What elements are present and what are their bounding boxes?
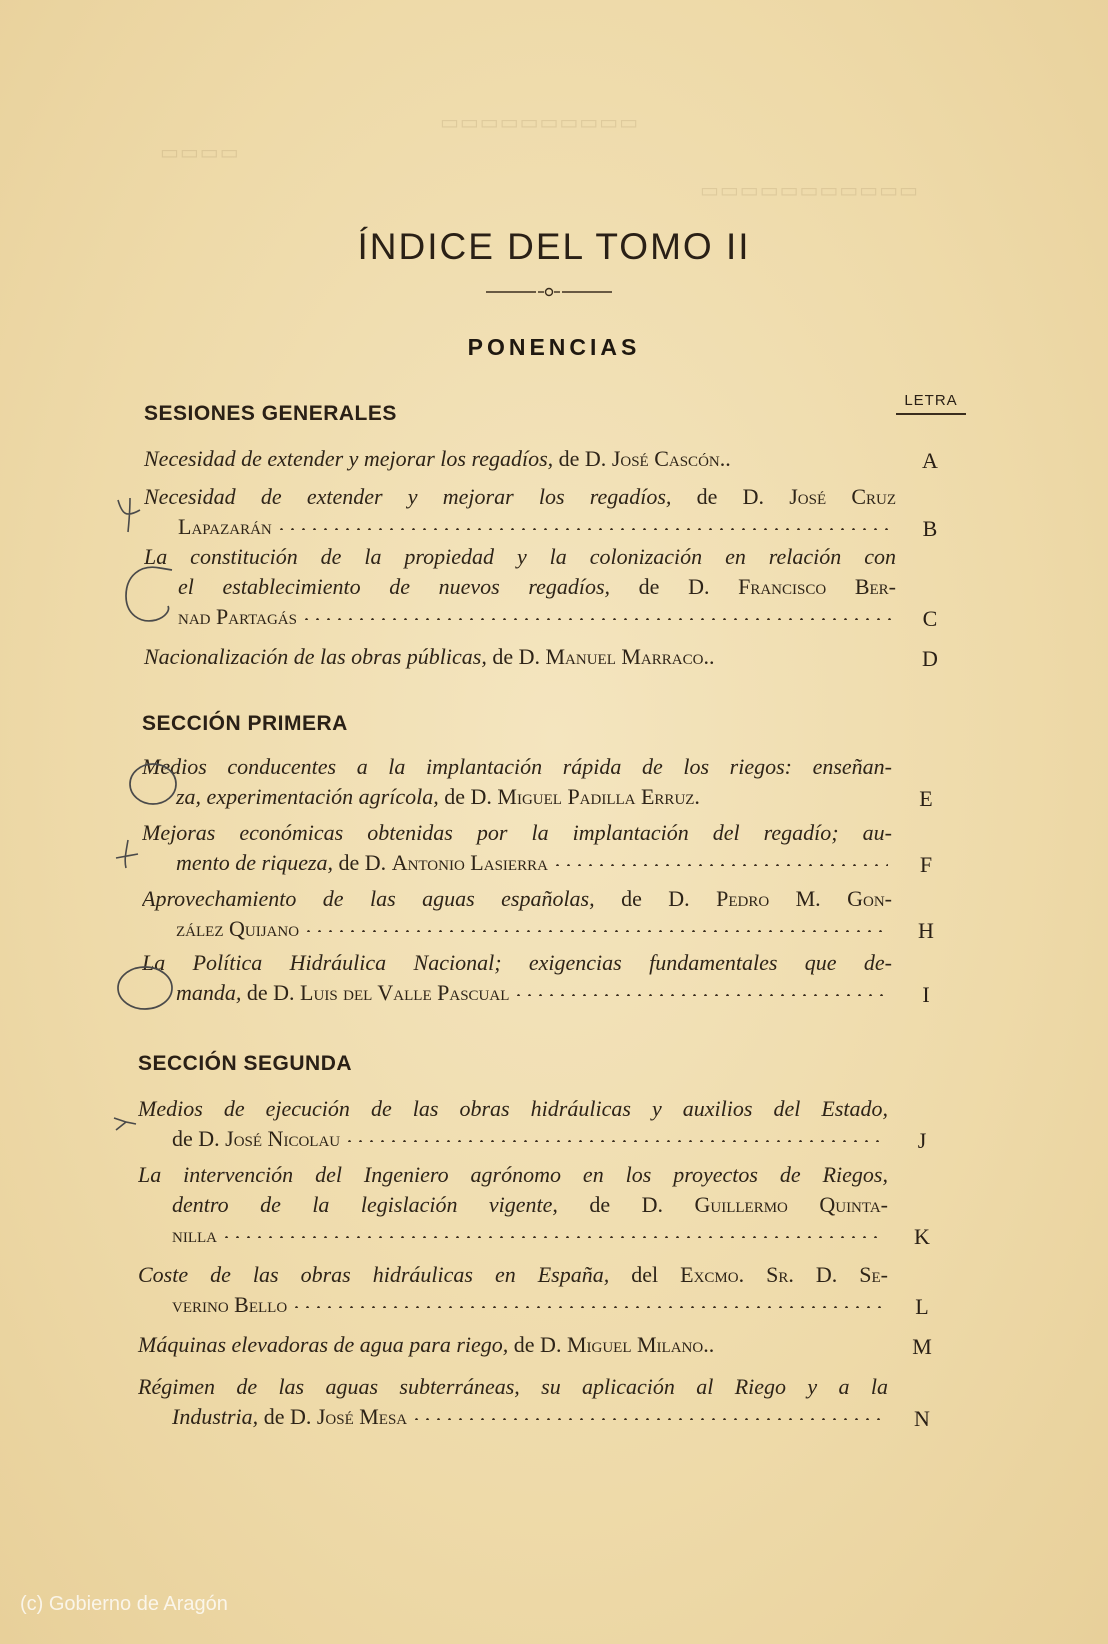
section-title: SECCIÓN SEGUNDA — [138, 1052, 353, 1075]
entry-connector: de D. — [508, 1332, 567, 1357]
bleed-through: ▭▭▭▭▭▭▭▭▭▭ — [440, 112, 639, 134]
entry-letter: L — [915, 1294, 929, 1319]
entry-line — [138, 1094, 888, 1124]
entry-text — [138, 1332, 714, 1357]
entry-title: Aprovechamiento de las aguas españolas, — [142, 886, 595, 911]
entry-author: nilla — [172, 1222, 217, 1247]
entry-connector: de D. — [333, 850, 392, 875]
pencil-annotation-mark — [110, 1112, 140, 1136]
entry-author: zález Quijano — [176, 916, 300, 941]
entry-line — [138, 1160, 888, 1190]
entry-title: La constitución de la propiedad y la colonización en relación con — [144, 544, 896, 569]
entry-letter: N — [914, 1406, 930, 1431]
entry-text — [138, 1262, 888, 1287]
entry-author: José Nicolau — [225, 1126, 341, 1151]
entry-text — [138, 1162, 888, 1187]
entry-line — [138, 1372, 888, 1402]
entry-text — [138, 1096, 888, 1121]
entry-line — [138, 1402, 888, 1432]
dot-leader — [291, 1306, 884, 1308]
entry-text — [142, 754, 892, 779]
entry-author: Excmo. Sr. D. Se- — [680, 1262, 888, 1287]
entry-text — [176, 784, 700, 809]
entry-line — [138, 1290, 888, 1320]
entry-title: Régimen de las aguas subterráneas, su aplicación al Riego y a la — [138, 1374, 888, 1399]
entry-connector: de D. — [172, 1126, 226, 1151]
entry-letter: M — [912, 1334, 932, 1359]
entry-connector: de D. — [594, 886, 717, 911]
entry-line — [138, 1330, 888, 1360]
watermark: (c) Gobierno de Aragón — [20, 1593, 228, 1615]
dot-leader — [301, 618, 892, 620]
entry-title: Coste de las obras hidráulicas en España, — [138, 1262, 610, 1287]
index-entry[interactable] — [144, 642, 896, 672]
page-title: ÍNDICE DEL TOMO II — [357, 226, 751, 267]
entry-line — [144, 444, 896, 474]
entry-title: dentro de la legislación vigente, — [172, 1192, 558, 1217]
entry-line — [142, 818, 892, 848]
entry-line — [144, 602, 896, 632]
entry-text — [144, 484, 896, 509]
pencil-annotation-mark — [112, 494, 146, 534]
entry-title: Industria, — [172, 1404, 259, 1429]
index-entry[interactable] — [142, 818, 892, 878]
entry-connector: de D. — [557, 1192, 695, 1217]
entry-title: Medios de ejecución de las obras hidráulicas y auxilios del Estado, — [138, 1096, 888, 1121]
entry-text — [172, 1124, 340, 1154]
dot-leader — [552, 864, 888, 866]
entry-connector: de D. — [438, 784, 498, 809]
entry-text — [172, 1192, 888, 1217]
index-entry[interactable] — [138, 1094, 888, 1154]
entry-letter: C — [922, 606, 938, 631]
entry-author: nad Partagás — [178, 604, 297, 629]
pencil-annotation-circle — [126, 758, 182, 810]
entry-author: Pedro M. Gon- — [716, 886, 892, 911]
entry-connector: de D. — [553, 446, 612, 471]
entry-line — [142, 914, 892, 944]
dot-leader — [513, 994, 888, 996]
index-entry[interactable] — [138, 1372, 888, 1432]
entry-connector: de D. — [258, 1404, 317, 1429]
entry-title: Necesidad de extender y mejorar los regadíos, — [144, 484, 672, 509]
entry-letter: J — [917, 1128, 927, 1153]
entry-line — [144, 642, 896, 672]
section-title: SECCIÓN PRIMERA — [142, 712, 348, 735]
entry-connector: de D. — [671, 484, 790, 509]
entry-author: José Mesa — [316, 1404, 408, 1429]
entry-title: Medios conducentes a la implantación rápida de los riegos: enseñan- — [142, 754, 892, 779]
entry-text — [172, 1402, 407, 1432]
index-entry[interactable] — [142, 948, 892, 1008]
entry-letter: B — [922, 516, 938, 541]
entry-line — [144, 482, 896, 512]
entry-connector: del — [609, 1262, 681, 1287]
entry-title: Máquinas elevadoras de agua para riego, — [138, 1332, 509, 1357]
entry-line — [142, 848, 892, 878]
entry-line — [138, 1220, 888, 1250]
entry-text — [144, 446, 731, 471]
index-entry[interactable] — [138, 1330, 888, 1360]
entry-title: mento de riqueza, — [176, 850, 334, 875]
entry-line — [144, 572, 896, 602]
entry-line — [142, 978, 892, 1008]
dot-leader — [344, 1140, 884, 1142]
entry-connector: de D. — [486, 644, 546, 669]
entry-text — [138, 1374, 888, 1399]
pencil-annotation-mark — [112, 836, 146, 872]
entry-title: La intervención del Ingeniero agrónomo en los proyectos de Riegos, — [138, 1162, 888, 1187]
entry-author: Antonio Lasierra — [391, 850, 548, 875]
entry-line — [142, 884, 892, 914]
entry-letter: H — [918, 918, 934, 943]
entry-title: Nacionalización de las obras públicas, — [144, 644, 487, 669]
pencil-annotation-circle — [120, 562, 182, 628]
entry-author: Guillermo Quinta- — [694, 1192, 888, 1217]
index-entry[interactable] — [144, 444, 896, 474]
dot-leader — [221, 1236, 884, 1238]
entry-text — [176, 848, 548, 878]
entry-text — [142, 886, 892, 911]
entry-title: manda, — [176, 980, 242, 1005]
entry-author: Luis del Valle Pascual — [300, 980, 510, 1005]
entry-title: Necesidad de extender y mejorar los regadíos, — [144, 446, 554, 471]
entry-connector: de D. — [610, 574, 739, 599]
letra-column-header: LETRA — [896, 392, 966, 415]
entry-author: José Cruz — [789, 484, 896, 509]
index-entry[interactable] — [144, 542, 896, 632]
entry-text — [144, 544, 896, 569]
entry-title: La Política Hidráulica Nacional; exigencias fundamentales que de- — [142, 950, 892, 975]
entry-line — [142, 948, 892, 978]
entry-connector: de D. — [241, 980, 301, 1005]
entry-letter: K — [914, 1224, 930, 1249]
entry-line — [138, 1124, 888, 1154]
index-entry[interactable] — [144, 482, 896, 542]
pencil-annotation-circle — [114, 962, 176, 1014]
entry-line — [142, 752, 892, 782]
entry-text — [172, 1290, 287, 1320]
entry-letter: A — [922, 448, 938, 473]
entry-text — [178, 574, 896, 599]
entry-text — [142, 820, 892, 845]
dot-leader — [276, 528, 892, 530]
index-entry[interactable] — [142, 884, 892, 944]
entry-line — [138, 1260, 888, 1290]
dot-leader — [303, 930, 888, 932]
entry-title: za, experimentación agrícola, — [176, 784, 439, 809]
entry-text — [172, 1220, 217, 1250]
entry-author: Lapazarán — [178, 514, 272, 539]
entry-author: José Cascón.. — [611, 446, 731, 471]
entry-letter: E — [919, 786, 933, 811]
entry-text — [144, 644, 714, 669]
entry-text — [178, 512, 272, 542]
section-title: SESIONES GENERALES — [144, 402, 397, 425]
entry-text — [176, 978, 509, 1008]
entry-letter: F — [919, 852, 933, 877]
index-entry[interactable] — [138, 1160, 888, 1250]
entry-text — [142, 950, 892, 975]
entry-letter: D — [922, 646, 938, 671]
entry-line — [142, 782, 892, 812]
entry-text — [176, 914, 299, 944]
entry-text — [178, 602, 297, 632]
entry-line — [144, 512, 896, 542]
heading-ponencias: PONENCIAS — [467, 334, 641, 360]
index-entry[interactable] — [142, 752, 892, 812]
entry-author: Miguel Milano.. — [566, 1332, 715, 1357]
entry-title: Mejoras económicas obtenidas por la implantación del regadío; au- — [142, 820, 892, 845]
bleed-through: ▭▭▭▭ — [160, 142, 240, 164]
ornament-divider — [486, 286, 612, 298]
entry-author: Francisco Ber- — [738, 574, 896, 599]
entry-title: el establecimiento de nuevos regadíos, — [178, 574, 611, 599]
entry-author: verino Bello — [172, 1292, 288, 1317]
dot-leader — [411, 1418, 884, 1420]
index-entry[interactable] — [138, 1260, 888, 1320]
entry-author: Manuel Marraco.. — [545, 644, 715, 669]
bleed-through: ▭▭▭▭▭▭▭▭▭▭▭ — [700, 180, 919, 202]
entry-line — [144, 542, 896, 572]
entry-author: Miguel Padilla Erruz. — [497, 784, 700, 809]
entry-line — [138, 1190, 888, 1220]
entry-letter: I — [922, 982, 930, 1007]
